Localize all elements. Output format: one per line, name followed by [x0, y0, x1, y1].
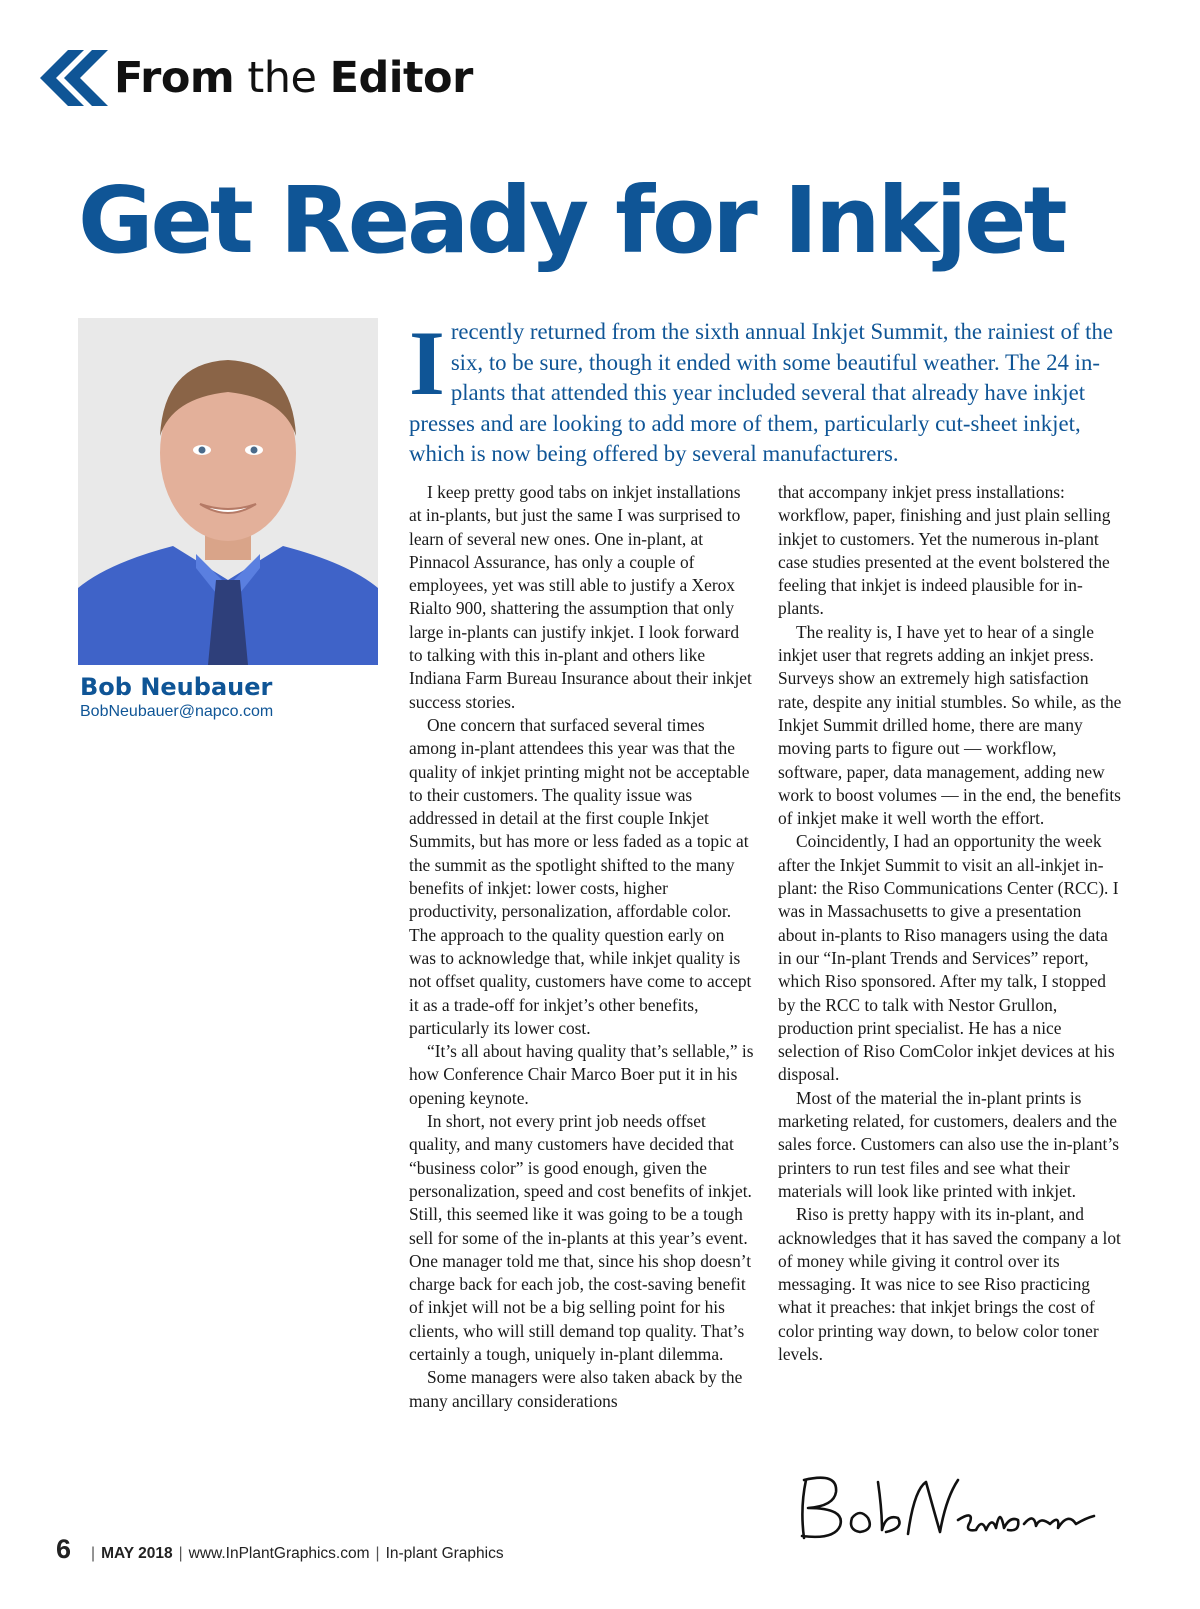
article-intro	[409, 312, 1131, 470]
intro-text: recently returned from the sixth annual Inkjet Summit, the rainiest of the six, to be sure, though it ended with some beautiful weather. The 24 in-plants that attended this year included several that already have inkjet presses and are looking to add more of them, particularly cut-sheet inkjet, which is now being offered by several manufacturers.	[409, 319, 1114, 467]
drop-cap: I	[409, 312, 445, 414]
paragraph: Some managers were also taken aback by the many ancillary considerations	[409, 1367, 743, 1411]
publication-name: In-plant Graphics	[385, 1545, 504, 1562]
paragraph: One concern that surfaced several times among in-plant attendees this year was that the quality of inkjet printing might not be acceptable to their customers. The quality issue was addressed in detail at the first couple Inkjet Summits, but has more or less faded as a topic at the summit as the spotlight shifted to the many benefits of inkjet: lower costs, higher productivity, personalization, affordable color. The approach to the quality question early on was to acknowledge that, while inkjet quality is not offset quality, customers have come to accept it as a trade-off for inkjet’s other benefits, particularly its lower cost.	[409, 714, 752, 1038]
author-email[interactable]: BobNeubauer@napco.com	[80, 703, 274, 720]
issue-date: MAY 2018	[101, 1545, 173, 1562]
page-number: 6	[56, 1534, 72, 1564]
author-signature	[790, 1468, 1120, 1548]
author-name: Bob Neubauer	[80, 673, 273, 701]
paragraph-continued: that accompany inkjet press installations: workflow, paper, finishing and just plain selling inkjet to customers. Yet the numerous in-plant case studies presented at the event bolstered the feeling that inkjet is indeed plausible for in-plants.	[778, 482, 1111, 619]
divider: |	[178, 1545, 183, 1562]
paragraph: The reality is, I have yet to hear of a single inkjet user that regrets adding an inkjet press. Surveys show an extremely high satisfaction rate, despite any initial stumbles. So while, as the Inkjet Summit drilled home, there are many moving parts to figure out — workflow, software, paper, data management, adding new work to boost volumes — in the end, the benefits of inkjet make it well worth the effort.	[778, 621, 1122, 829]
author-photo	[78, 318, 378, 665]
body-column-1	[409, 481, 754, 1413]
article-title: Get Ready for Inkjet	[78, 167, 1065, 274]
page-footer	[56, 1534, 504, 1574]
section-header	[40, 50, 473, 106]
paragraph: Most of the material the in-plant prints is marketing related, for customers, dealers and the sales force. Customers can also use the in-plant’s printers to run test files and see what their materials will look like printed with inkjet.	[778, 1087, 1119, 1201]
website-link[interactable]: www.InPlantGraphics.com	[188, 1545, 370, 1562]
section-label: From the Editor	[114, 53, 473, 103]
paragraph: In short, not every print job needs offset quality, and many customers have decided that “business color” is good enough, given the personalization, speed and cost benefits of inkjet. Still, this seemed like it was going to be a tough sell for some of the in-plants at this year’s event. One manager told me that, since his shop doesn’t charge back for each job, the cost-saving benefit of inkjet will not be a big selling point for his clients, who will still demand top quality. That’s certainly a tough, uniquely in-plant dilemma.	[409, 1111, 752, 1364]
paragraph: “It’s all about having quality that’s sellable,” is how Conference Chair Marco Boer put it in his opening keynote.	[409, 1041, 754, 1108]
paragraph: Riso is pretty happy with its in-plant, and acknowledges that it has saved the company a lot of money while giving it control over its messaging. It was nice to see Riso practicing what it preaches: that inkjet brings the cost of color printing way down, to below color toner levels.	[778, 1204, 1121, 1364]
paragraph: Coincidently, I had an opportunity the week after the Inkjet Summit to visit an all-inkjet in-plant: the Riso Communications Center (RCC). I was in Massachusetts to give a presentation about in-plants to Riso managers using the data in our “In-plant Trends and Services” report, which Riso sponsored. After my talk, I stopped by the RCC to talk with Nestor Grullon, production print specialist. He has a nice selection of Riso ComColor inkjet devices at his disposal.	[778, 831, 1119, 1085]
divider: |	[91, 1545, 96, 1562]
body-column-2	[778, 481, 1123, 1366]
paragraph: I keep pretty good tabs on inkjet installations at in-plants, but just the same I was surprised to learn of several new ones. One in-plant, at Pinnacol Assurance, has only a couple of employees, yet was still able to justify a Xerox Rialto 900, shattering the assumption that only large in-plants can justify inkjet. I look forward to talking with this in-plant and others like Indiana Farm Bureau Insurance about their inkjet success stories.	[409, 482, 752, 712]
double-chevron-left-icon	[40, 50, 108, 106]
divider: |	[375, 1545, 380, 1562]
